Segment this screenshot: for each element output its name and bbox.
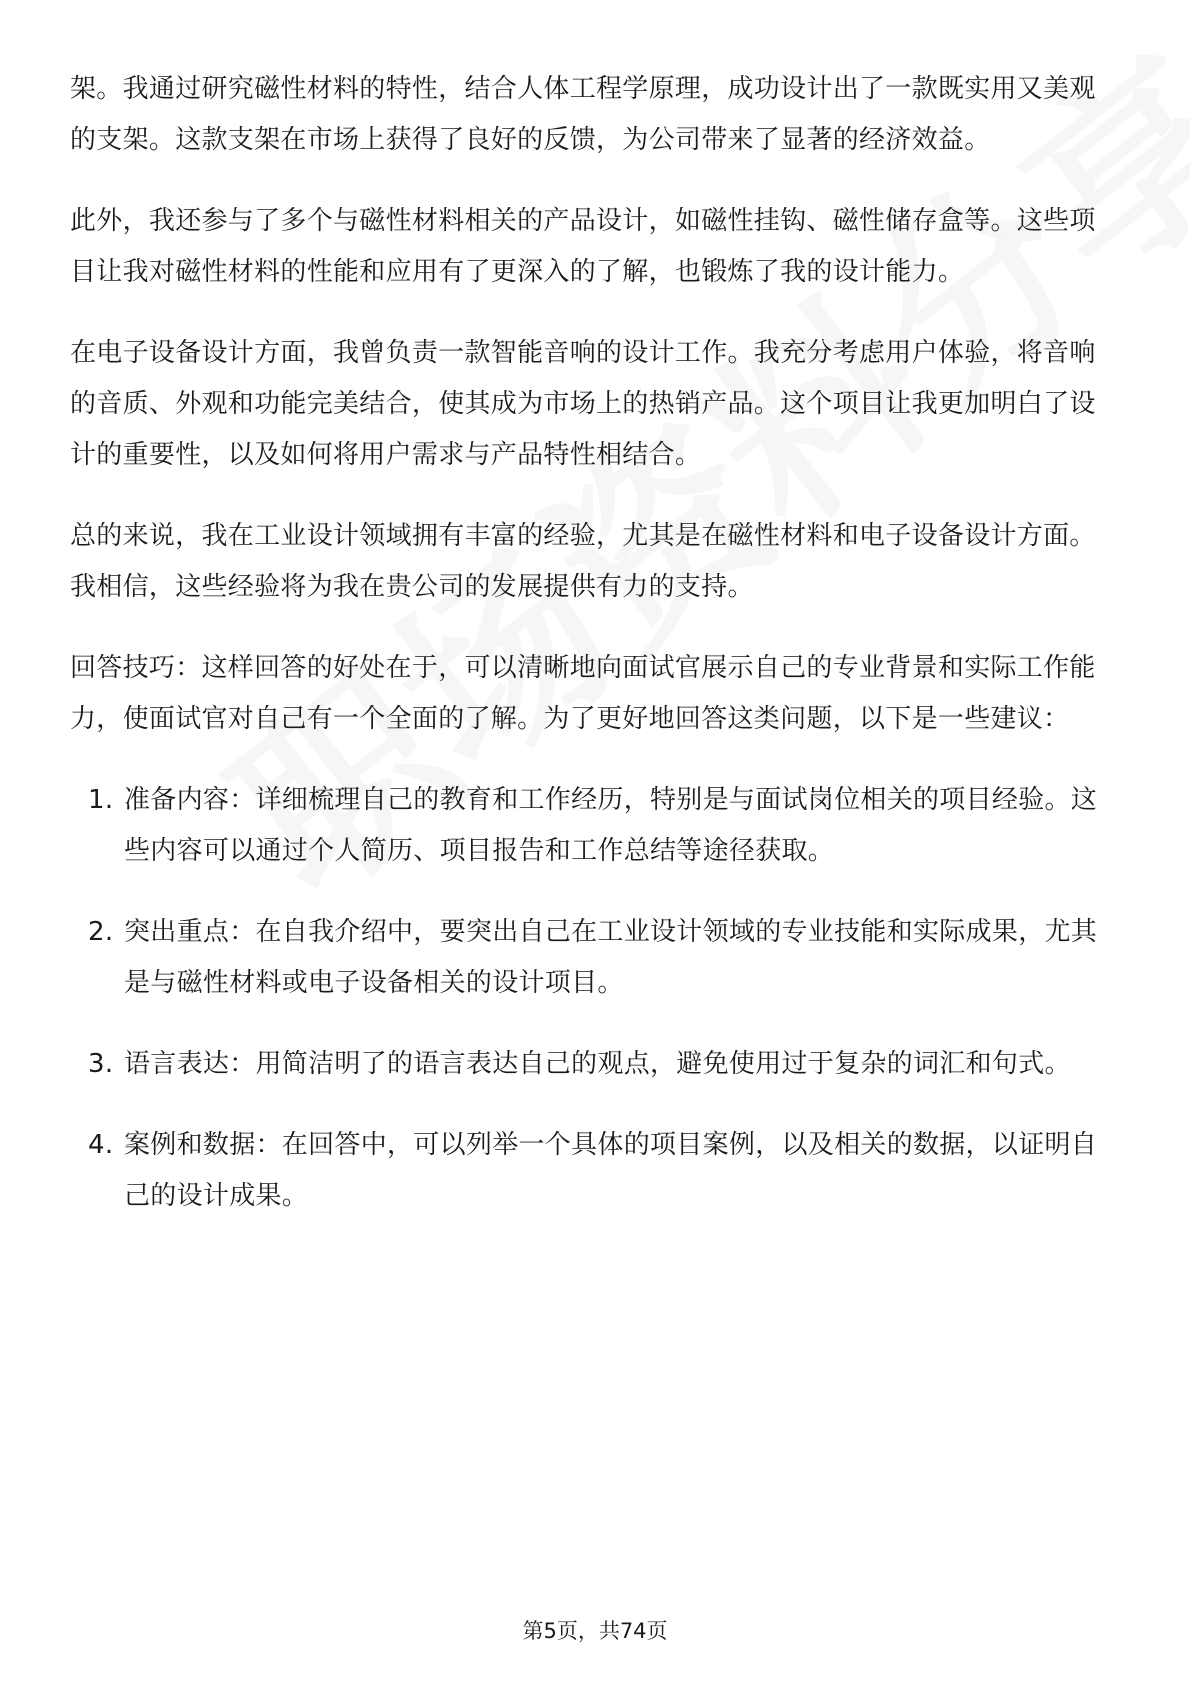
page-content: [70, 64, 1120, 1252]
list-item: [70, 1120, 1120, 1222]
list-item: [70, 907, 1120, 1009]
list-item-text: 语言表达：用简洁明了的语言表达自己的观点，避免使用过于复杂的词汇和句式。: [124, 1049, 1071, 1079]
list-number: 2.: [88, 917, 114, 947]
paragraph-3: 在电子设备设计方面，我曾负责一款智能音响的设计工作。我充分考虑用户体验，将音响的音质、外观和功能完美结合，使其成为市场上的热销产品。这个项目让我更加明白了设计的重要性，以及如何将用户需求与产品特性相结合。: [70, 338, 1096, 470]
paragraph-4: 总的来说，我在工业设计领域拥有丰富的经验，尤其是在磁性材料和电子设备设计方面。我相信，这些经验将为我在贵公司的发展提供有力的支持。: [70, 521, 1096, 602]
list-item-text: 突出重点：在自我介绍中，要突出自己在工业设计领域的专业技能和实际成果，尤其是与磁性材料或电子设备相关的设计项目。: [124, 917, 1098, 998]
page-number: 第5页，共74页: [522, 1619, 668, 1643]
list-number: 1.: [88, 785, 114, 815]
paragraph-1: 架。我通过研究磁性材料的特性，结合人体工程学原理，成功设计出了一款既实用又美观的支架。这款支架在市场上获得了良好的反馈，为公司带来了显著的经济效益。: [70, 74, 1096, 155]
paragraph-5: 回答技巧：这样回答的好处在于，可以清晰地向面试官展示自己的专业背景和实际工作能力，使面试官对自己有一个全面的了解。为了更好地回答这类问题，以下是一些建议：: [70, 653, 1096, 734]
list-item: [70, 1039, 1120, 1090]
list-item: [70, 775, 1120, 877]
list-item-text: 准备内容：详细梳理自己的教育和工作经历，特别是与面试岗位相关的项目经验。这些内容可以通过个人简历、项目报告和工作总结等途径获取。: [124, 785, 1098, 866]
list-number: 4.: [88, 1130, 114, 1160]
tips-list: [70, 775, 1120, 1222]
list-number: 3.: [88, 1049, 114, 1079]
paragraph-2: 此外，我还参与了多个与磁性材料相关的产品设计，如磁性挂钩、磁性储存盒等。这些项目让我对磁性材料的性能和应用有了更深入的了解，也锻炼了我的设计能力。: [70, 206, 1096, 287]
list-item-text: 案例和数据：在回答中，可以列举一个具体的项目案例，以及相关的数据，以证明自己的设计成果。: [124, 1130, 1098, 1211]
